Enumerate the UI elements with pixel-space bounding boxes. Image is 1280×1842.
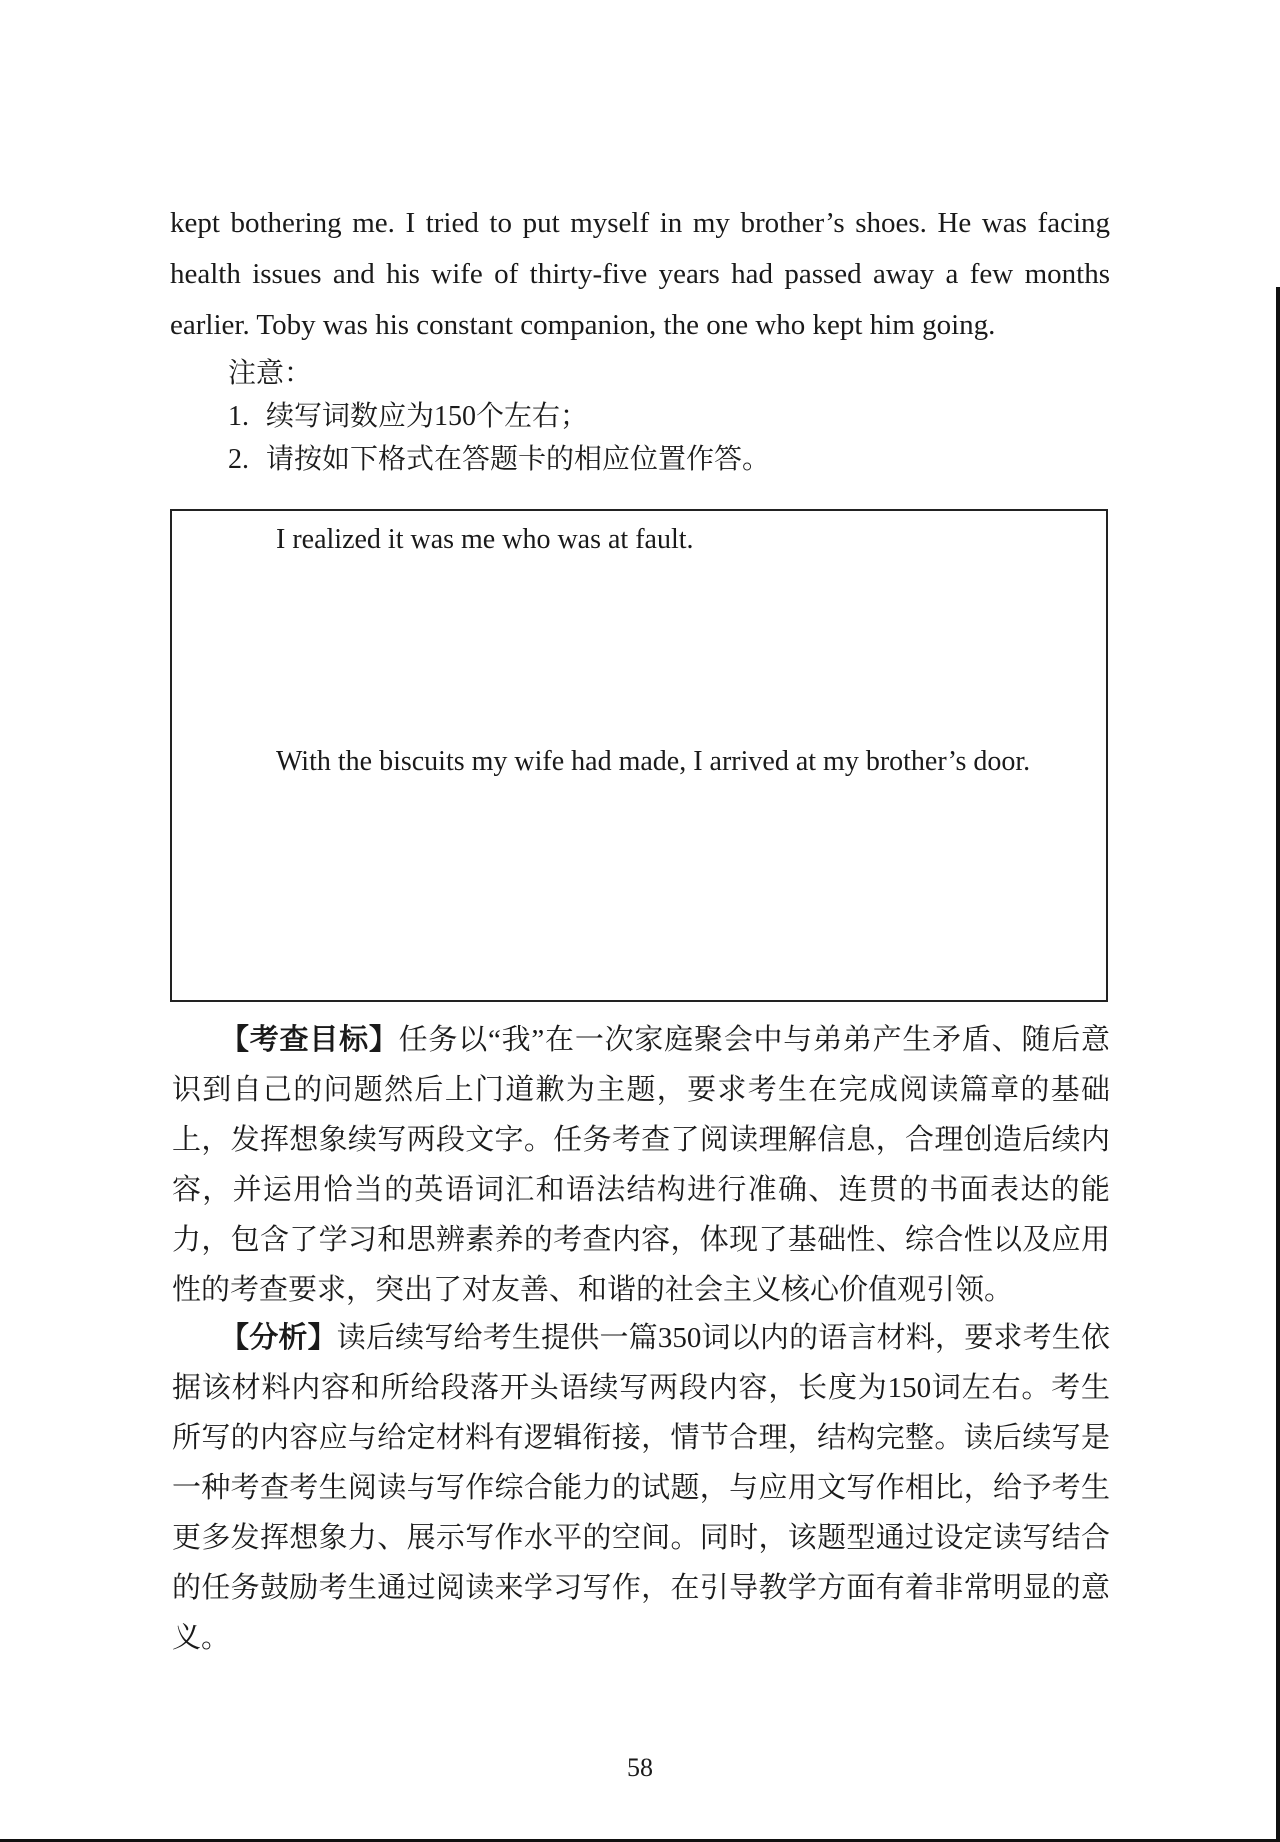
analysis-label: 【分析】 [220,1322,337,1354]
passage-ending-paragraph: kept bothering me. I tried to put myself in my brother’s shoes. He was facing health issues and his wife of thirty-five years had passed away a few months earlier. Toby was his constant companion, the one who kept him going. [170,207,1110,341]
analysis-paragraph [172,1313,1110,1663]
analysis-text: 读后续写给考生提供一篇350词以内的语言材料，要求考生依据该材料内容和所给段落开头语续写两段内容，长度为150词左右。考生所写的内容应与给定材料有逻辑衔接，情节合理，结构完整。读后续写是一种考查考生阅读与写作综合能力的试题，与应用文写作相比，给予考生更多发挥想象力、展示写作水平的空间。同时，该题型通过设定读写结合的任务鼓励考生通过阅读来学习写作，在引导教学方面有着非常明显的意义。 [172,1322,1110,1654]
note-number: 2. [228,444,249,475]
paragraph-1-opening: I realized it was me who was at fault. [276,524,694,555]
assessment-goal-text: 任务以“我”在一次家庭聚会中与弟弟产生矛盾、随后意识到自己的问题然后上门道歉为主题，要求考生在完成阅读篇章的基础上，发挥想象续写两段文字。任务考查了阅读理解信息，合理创造后续内容，并运用恰当的英语词汇和语法结构进行准确、连贯的书面表达的能力，包含了学习和思辨素养的考查内容，体现了基础性、综合性以及应用性的考查要求，突出了对友善、和谐的社会主义核心价值观引领。 [172,1024,1110,1306]
notes-section [228,352,770,481]
paragraph-2-opening: With the biscuits my wife had made, I arrived at my brother’s door. [276,746,1031,777]
note-text: 请按如下格式在答题卡的相应位置作答。 [266,444,771,475]
note-text: 续写词数应为150个左右； [266,401,589,432]
answer-format-box [170,509,1108,1002]
scan-edge-right [1276,287,1280,1842]
note-item [228,438,770,481]
assessment-goal-paragraph [172,1015,1110,1315]
notes-heading: 注意： [228,358,313,389]
note-number: 1. [228,401,249,432]
assessment-goal-label: 【考查目标】 [220,1024,399,1056]
note-item [228,395,770,438]
page-number: 58 [627,1753,653,1782]
